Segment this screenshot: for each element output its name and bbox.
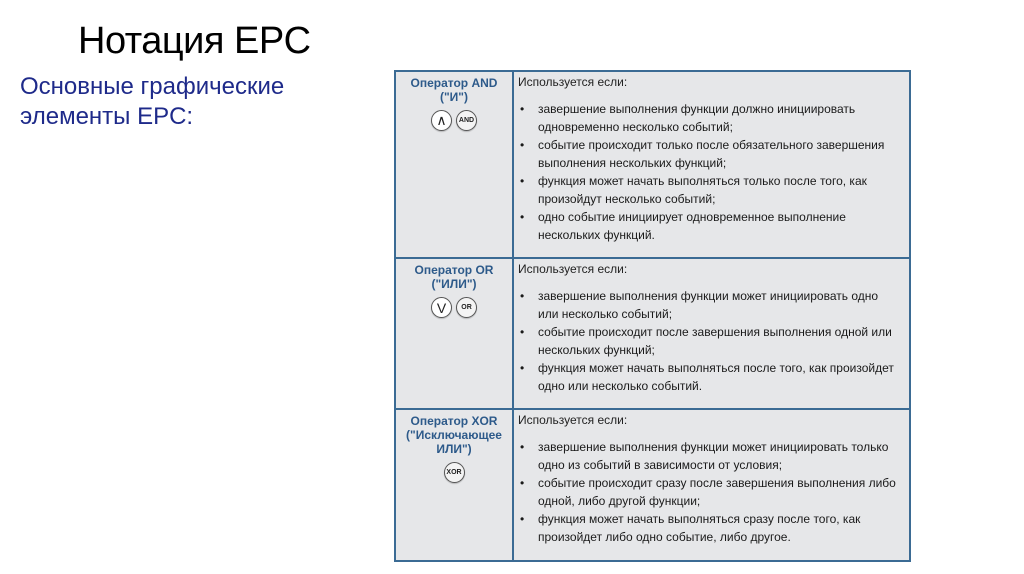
conditions-list xyxy=(518,100,901,244)
description-cell xyxy=(514,259,909,408)
list-item: • событие происходит только после обязательного завершения выполнения нескольких функций; xyxy=(518,136,901,172)
operator-name: Оператор XOR ("Исключающее ИЛИ") xyxy=(406,414,502,456)
description-cell xyxy=(514,72,909,257)
table-row-or xyxy=(396,259,909,410)
operator-cell xyxy=(396,72,514,257)
conditions-list xyxy=(518,438,901,546)
and-symbol-icon: ∧ xyxy=(431,110,452,131)
epc-operators-table xyxy=(394,70,911,562)
and-label-icon: AND xyxy=(456,110,477,131)
operator-cell xyxy=(396,259,514,408)
conditions-list xyxy=(518,287,901,395)
used-if-label: Используется если: xyxy=(518,413,628,427)
list-item: • завершение выполнения функции должно инициировать одновременно несколько событий; xyxy=(518,100,901,136)
used-if-label: Используется если: xyxy=(518,262,628,276)
or-label-icon: OR xyxy=(456,297,477,318)
table-row-and xyxy=(396,72,909,259)
operator-name: Оператор OR ("ИЛИ") xyxy=(414,263,494,291)
operator-name: Оператор AND ("И") xyxy=(410,76,498,104)
list-item: • функция может начать выполняться сразу после того, как произойдет либо одно событие, либо другое. xyxy=(518,510,901,546)
list-item: • завершение выполнения функции может инициировать одно или несколько событий; xyxy=(518,287,901,323)
slide-subtitle: Основные графические элементы EPC: xyxy=(20,73,285,130)
list-item: • одно событие инициирует одновременное выполнение нескольких функций. xyxy=(518,208,901,244)
table-row-xor xyxy=(396,410,909,560)
list-item: • функция может начать выполняться после того, как произойдет одно или несколько событий. xyxy=(518,359,901,395)
or-symbol-icon: V xyxy=(431,297,452,318)
list-item: • событие происходит после завершения выполнения одной или нескольких функций; xyxy=(518,323,901,359)
operator-cell xyxy=(396,410,514,560)
list-item: • завершение выполнения функции может инициировать только одно из событий в зависимости от условия; xyxy=(518,438,901,474)
used-if-label: Используется если: xyxy=(518,75,628,89)
slide-title: Нотация EPC xyxy=(78,20,311,62)
xor-label-icon: XOR xyxy=(444,462,465,483)
description-cell xyxy=(514,410,909,560)
list-item: • событие происходит сразу после завершения выполнения либо одной, либо другой функции; xyxy=(518,474,901,510)
list-item: • функция может начать выполняться только после того, как произойдут несколько событий; xyxy=(518,172,901,208)
